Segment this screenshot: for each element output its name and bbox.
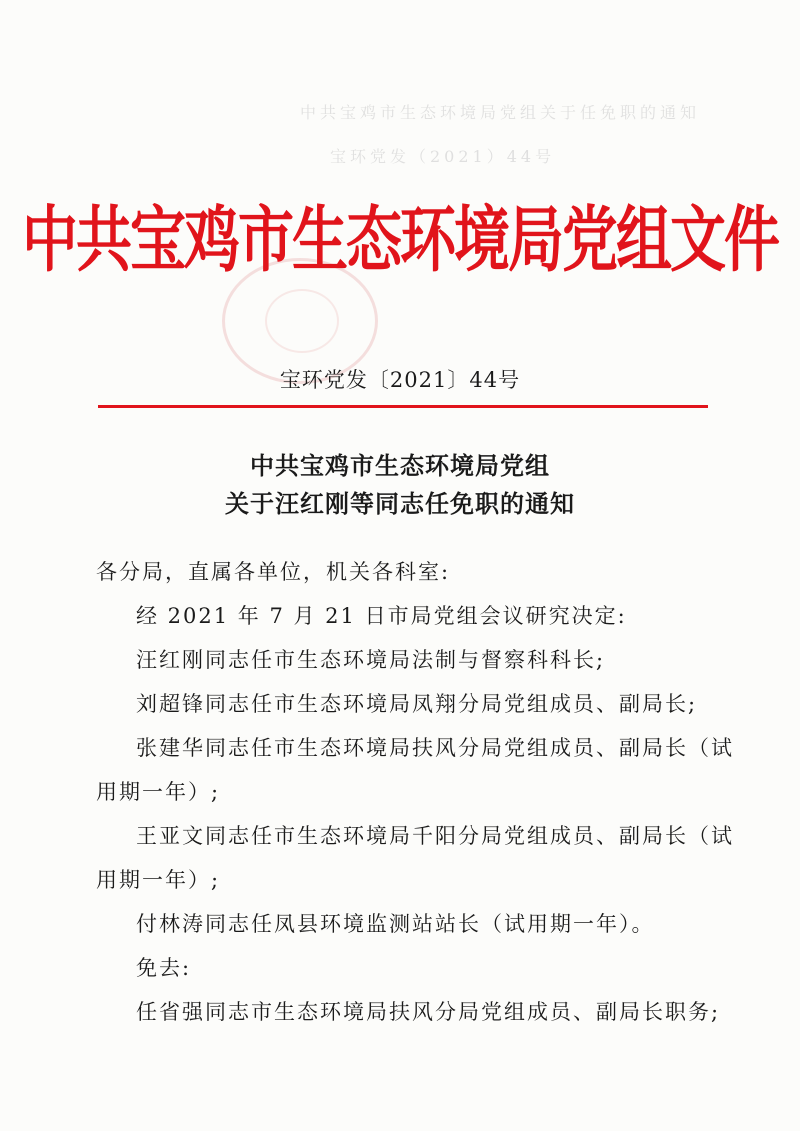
appointment-item-continued: 用期一年）; — [96, 868, 221, 892]
bleed-through-text: 宝环党发（2021）44号 — [330, 147, 556, 166]
appointment-item: 刘超锋同志任市生态环境局凤翔分局党组成员、副局长; — [136, 692, 698, 716]
appointment-item: 张建华同志任市生态环境局扶风分局党组成员、副局长（试 — [136, 736, 734, 760]
appointment-item: 王亚文同志任市生态环境局千阳分局党组成员、副局长（试 — [136, 824, 734, 848]
red-divider — [98, 405, 708, 408]
notice-title-line2: 关于汪红刚等同志任免职的通知 — [225, 490, 575, 518]
notice-title-line1: 中共宝鸡市生态环境局党组 — [250, 452, 550, 480]
appointment-item: 汪红刚同志任市生态环境局法制与督察科科长; — [136, 648, 606, 672]
removal-item: 任省强同志市生态环境局扶风分局党组成员、副局长职务; — [136, 1000, 721, 1024]
decision-line: 经 2021 年 7 月 21 日市局党组会议研究决定: — [136, 604, 627, 628]
removal-heading: 免去: — [136, 956, 192, 980]
document-header-title: 中共宝鸡市生态环境局党组文件 — [22, 199, 778, 283]
appointment-item: 付林涛同志任凤县环境监测站站长（试用期一年）。 — [136, 912, 655, 936]
addressee: 各分局，直属各单位，机关各科室: — [96, 560, 451, 584]
appointment-item-continued: 用期一年）; — [96, 780, 221, 804]
bleed-through-text: 中共宝鸡市生态环境局党组关于任免职的通知 — [300, 103, 701, 122]
document-number: 宝环党发〔2021〕44号 — [279, 368, 521, 392]
